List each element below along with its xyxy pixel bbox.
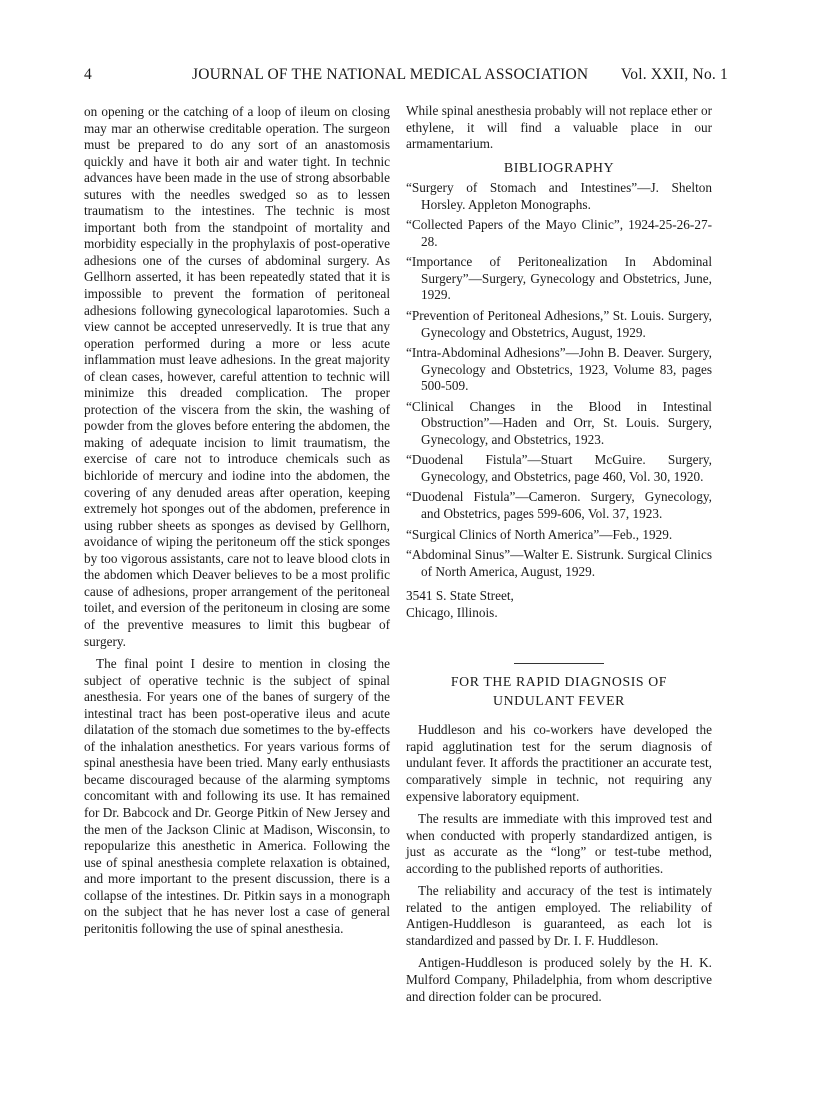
bibliography-heading: BIBLIOGRAPHY [503, 160, 615, 176]
journal-title: JOURNAL OF THE NATIONAL MEDICAL ASSOCIATION [192, 66, 589, 83]
left-column [84, 104, 390, 943]
bibliography-entry: “Prevention of Peritoneal Adhesions,” St. Louis. Surgery, Gynecology and Obstetrics, August, 1929. [406, 308, 712, 340]
bibliography-entry: “Surgery of Stomach and Intestines”—J. Shelton Horsley. Appleton Monographs. [406, 180, 712, 212]
bibliography-entry: “Importance of Peritonealization In Abdominal Surgery”—Surgery, Gynecology and Obstetrics, June, 1929. [406, 254, 712, 303]
article-title-line: UNDULANT FEVER [493, 693, 625, 709]
address-line: 3541 S. State Street, [406, 588, 514, 604]
article-paragraph: Antigen-Huddleson is produced solely by the H. K. Mulford Company, Philadelphia, from whom descriptive and direction folder can be procured. [406, 955, 712, 1004]
bibliography-entry: “Duodenal Fistula”—Stuart McGuire. Surgery, Gynecology, and Obstetrics, page 460, Vol. 30, 1920. [406, 452, 712, 484]
address-line: Chicago, Illinois. [406, 604, 498, 620]
bibliography-entry: “Abdominal Sinus”—Walter E. Sistrunk. Surgical Clinics of North America, August, 1929. [406, 547, 712, 579]
article-paragraph: The results are immediate with this improved test and when conducted with properly standardized antigen, is just as accurate as the “long” or test-tube method, according to the published reports of authorities. [406, 811, 712, 876]
running-header [84, 66, 728, 90]
article-paragraph: Huddleson and his co-workers have developed the rapid agglutination test for the serum diagnosis of undulant fever. It affords the practitioner an accurate test, comparatively simple in technic, not requiring any expensive laboratory equipment. [406, 722, 712, 804]
page-number: 4 [84, 66, 92, 83]
right-column [406, 103, 712, 1011]
author-address [406, 588, 712, 621]
bibliography-entry: “Clinical Changes in the Blood in Intestinal Obstruction”—Haden and Orr, St. Louis. Surgery, Gynecology, and Obstetrics, 1923. [406, 398, 712, 447]
bibliography-list [406, 180, 712, 580]
article-paragraph: The reliability and accuracy of the test is intimately related to the antigen employed. The reliability of Antigen-Huddleson is guaranteed, as each lot is standardized and passed by Dr. I. F. Huddleson. [406, 883, 712, 948]
section-divider [514, 663, 604, 664]
bibliography-entry: “Collected Papers of the Mayo Clinic”, 1924-25-26-27-28. [406, 217, 712, 249]
body-paragraph: The final point I desire to mention in closing the subject of operative technic is the subject of spinal anesthesia. For years one of the banes of surgery of the intestinal tract has been post-operative ileus and acute dilatation of the stomach due sometimes to the by-effects of the inhalation anesthetics. For years various forms of spinal anesthesia have been tried. Many early enthusiasts became discouraged because of the alarming symptoms concomitant with and following its use. It has remained for Dr. Babcock and Dr. George Pitkin of New Jersey and the men of the Jackson Clinic at Madison, Wisconsin, to repopularize this anesthetic in America. Following the use of spinal anesthesia complete relaxation is obtained, and more important to the present discussion, there is a collapse of the intestines. Dr. Pitkin says in a monograph on the subject that he has never lost a case of general peritonitis following the use of spinal anesthesia. [84, 656, 390, 936]
volume-issue: Vol. XXII, No. 1 [620, 66, 728, 83]
bibliography-entry: “Surgical Clinics of North America”—Feb., 1929. [406, 526, 673, 542]
bibliography-entry: “Duodenal Fistula”—Cameron. Surgery, Gynecology, and Obstetrics, pages 599-606, Vol. 37, 1923. [406, 489, 712, 522]
article-title-line: FOR THE RAPID DIAGNOSIS OF [450, 674, 668, 690]
bibliography-entry: “Intra-Abdominal Adhesions”—John B. Deaver. Surgery, Gynecology and Obstetrics, 1923, Volume 83, pages 500-509. [406, 345, 712, 394]
body-paragraph: on opening or the catching of a loop of ileum on closing may mar an otherwise creditable operation. The surgeon must be prepared to do any sort of an anastomosis quickly and have it both air and water tight. In technic advances have been made in the use of strong absorbable sutures with the needles swedged so as to lessen traumatism to the intestines. The technic is most important both from the standpoint of mortality and morbidity especially in the prophylaxis of post-operative adhesions one of the curses of abdominal surgery. As Gellhorn asserted, it has been repeatedly stated that it is impossible to prevent the formation of peritoneal adhesions following gynecological laparotomies. Such a view cannot be accepted unreservedly. It is true that any operation performed during a more or less acute inflammation must leave adhesions. In the great majority of clean cases, however, careful attention to technic will minimize this dreaded complication. The proper protection of the viscera from the skin, the washing of powder from the gloves before entering the abdomen, the making of adequate incision to limit traumatism, the exercise of care not to introduce chemicals such as bichloride of mercury and iodine into the abdomen, the covering of any denuded areas after operation, keeping extremely hot sponges out of the abdomen, preference in using rubber sheets as sponges as devised by Gellhorn, avoidance of wiping the peritoneum off the stick sponges by too vigorous assistants, care not to leave blood clots in the abdomen which Deaver believes to be a most prolific cause of adhesions, proper arrangement of the peritoneal toilet, and eversion of the peritoneum in closing are some of the preventive measures to limit this bugbear of surgery. [84, 104, 390, 649]
article-title [406, 672, 712, 710]
body-paragraph: While spinal anesthesia probably will not replace ether or ethylene, it will find a valuable place in our armamentarium. [406, 103, 712, 152]
